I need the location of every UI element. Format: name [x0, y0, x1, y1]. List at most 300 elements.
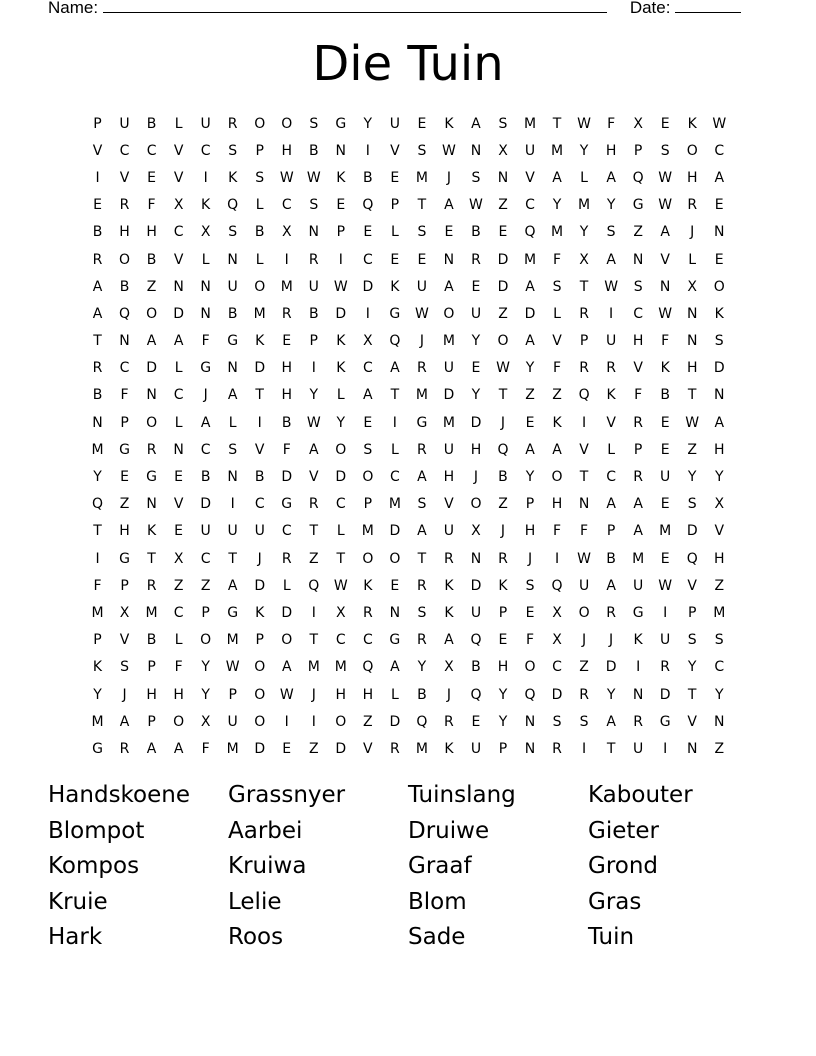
- grid-letter[interactable]: A: [444, 278, 454, 295]
- grid-letter[interactable]: C: [362, 360, 373, 377]
- grid-letter[interactable]: D: [200, 496, 212, 513]
- grid-letter[interactable]: X: [471, 523, 481, 540]
- grid-letter[interactable]: C: [525, 197, 535, 214]
- grid-letter[interactable]: H: [281, 360, 292, 377]
- grid-letter[interactable]: N: [173, 441, 184, 458]
- grid-letter[interactable]: W: [658, 197, 673, 214]
- grid-letter[interactable]: B: [308, 142, 319, 159]
- grid-letter[interactable]: O: [254, 115, 266, 132]
- grid-letter[interactable]: K: [146, 523, 157, 540]
- grid-letter[interactable]: R: [471, 251, 481, 268]
- grid-letter[interactable]: C: [146, 142, 157, 159]
- grid-letter[interactable]: A: [633, 523, 643, 540]
- grid-letter[interactable]: M: [578, 197, 591, 214]
- grid-letter[interactable]: V: [308, 469, 319, 486]
- grid-letter[interactable]: K: [633, 632, 643, 649]
- grid-letter[interactable]: E: [363, 224, 373, 241]
- grid-letter[interactable]: X: [281, 224, 292, 241]
- grid-letter[interactable]: U: [470, 305, 482, 322]
- grid-letter[interactable]: T: [93, 333, 102, 350]
- grid-letter[interactable]: W: [306, 414, 321, 431]
- grid-letter[interactable]: B: [254, 469, 265, 486]
- grid-letter[interactable]: M: [145, 604, 158, 621]
- grid-letter[interactable]: E: [525, 604, 535, 621]
- grid-letter[interactable]: R: [498, 550, 508, 567]
- grid-letter[interactable]: I: [311, 604, 316, 621]
- grid-letter[interactable]: A: [714, 414, 725, 431]
- grid-letter[interactable]: A: [606, 577, 616, 594]
- grid-letter[interactable]: Y: [606, 686, 616, 703]
- grid-letter[interactable]: E: [660, 115, 670, 132]
- grid-letter[interactable]: L: [336, 387, 345, 404]
- grid-letter[interactable]: V: [552, 333, 562, 350]
- grid-letter[interactable]: M: [415, 169, 428, 186]
- grid-letter[interactable]: C: [119, 360, 130, 377]
- grid-letter[interactable]: V: [390, 142, 400, 159]
- grid-letter[interactable]: N: [173, 278, 184, 295]
- grid-letter[interactable]: Q: [524, 224, 536, 241]
- grid-letter[interactable]: L: [688, 251, 697, 268]
- grid-letter[interactable]: U: [660, 632, 671, 649]
- grid-letter[interactable]: Q: [686, 550, 698, 567]
- grid-letter[interactable]: N: [578, 496, 590, 513]
- grid-letter[interactable]: U: [443, 523, 455, 540]
- grid-letter[interactable]: Y: [687, 469, 697, 486]
- grid-letter[interactable]: Y: [714, 469, 724, 486]
- grid-letter[interactable]: E: [498, 632, 508, 649]
- grid-letter[interactable]: I: [311, 713, 316, 730]
- grid-letter[interactable]: W: [306, 169, 321, 186]
- grid-letter[interactable]: N: [92, 414, 103, 431]
- grid-letter[interactable]: L: [255, 251, 264, 268]
- grid-letter[interactable]: C: [200, 142, 211, 159]
- grid-letter[interactable]: I: [311, 360, 316, 377]
- grid-letter[interactable]: F: [282, 441, 291, 458]
- grid-letter[interactable]: O: [254, 686, 266, 703]
- grid-letter[interactable]: S: [309, 197, 319, 214]
- grid-letter[interactable]: G: [92, 740, 103, 757]
- grid-letter[interactable]: K: [228, 169, 238, 186]
- grid-letter[interactable]: B: [254, 224, 265, 241]
- grid-letter[interactable]: X: [363, 333, 373, 350]
- grid-letter[interactable]: F: [580, 523, 589, 540]
- grid-letter[interactable]: G: [632, 197, 644, 214]
- grid-letter[interactable]: F: [147, 197, 156, 214]
- grid-letter[interactable]: G: [389, 632, 401, 649]
- grid-letter[interactable]: M: [280, 278, 293, 295]
- grid-letter[interactable]: R: [579, 686, 589, 703]
- grid-letter[interactable]: M: [659, 523, 672, 540]
- grid-letter[interactable]: O: [362, 550, 374, 567]
- grid-letter[interactable]: H: [146, 224, 157, 241]
- grid-letter[interactable]: H: [551, 496, 563, 513]
- grid-letter[interactable]: R: [308, 496, 319, 513]
- grid-letter[interactable]: Z: [525, 387, 535, 404]
- grid-letter[interactable]: U: [524, 142, 536, 159]
- grid-letter[interactable]: L: [174, 632, 183, 649]
- grid-letter[interactable]: N: [200, 278, 211, 295]
- grid-letter[interactable]: X: [173, 550, 184, 567]
- grid-letter[interactable]: N: [227, 251, 238, 268]
- grid-letter[interactable]: E: [444, 224, 454, 241]
- grid-letter[interactable]: L: [174, 115, 183, 132]
- grid-letter[interactable]: B: [417, 686, 427, 703]
- grid-letter[interactable]: Q: [227, 197, 239, 214]
- grid-letter[interactable]: D: [281, 604, 293, 621]
- grid-letter[interactable]: E: [390, 251, 400, 268]
- grid-letter[interactable]: V: [173, 251, 184, 268]
- grid-letter[interactable]: U: [633, 577, 644, 594]
- grid-letter[interactable]: F: [201, 740, 210, 757]
- grid-letter[interactable]: L: [174, 360, 183, 377]
- grid-letter[interactable]: A: [525, 441, 535, 458]
- grid-letter[interactable]: Z: [714, 577, 725, 594]
- grid-letter[interactable]: U: [227, 523, 238, 540]
- grid-letter[interactable]: Y: [579, 142, 589, 159]
- grid-letter[interactable]: Y: [93, 686, 102, 703]
- grid-letter[interactable]: A: [227, 387, 238, 404]
- grid-letter[interactable]: K: [444, 604, 454, 621]
- grid-letter[interactable]: J: [500, 414, 506, 431]
- grid-letter[interactable]: E: [282, 333, 292, 350]
- grid-letter[interactable]: A: [525, 333, 535, 350]
- grid-letter[interactable]: N: [227, 469, 238, 486]
- grid-letter[interactable]: H: [713, 550, 725, 567]
- grid-letter[interactable]: E: [120, 469, 129, 486]
- grid-letter[interactable]: H: [605, 142, 617, 159]
- grid-letter[interactable]: Z: [146, 278, 157, 295]
- grid-letter[interactable]: T: [579, 469, 589, 486]
- grid-letter[interactable]: A: [173, 333, 184, 350]
- grid-letter[interactable]: I: [257, 414, 262, 431]
- grid-letter[interactable]: E: [471, 278, 481, 295]
- grid-letter[interactable]: M: [253, 305, 266, 322]
- grid-letter[interactable]: I: [284, 713, 289, 730]
- grid-letter[interactable]: G: [227, 333, 239, 350]
- grid-letter[interactable]: Y: [687, 659, 697, 676]
- grid-letter[interactable]: V: [444, 496, 454, 513]
- grid-letter[interactable]: C: [119, 142, 130, 159]
- grid-letter[interactable]: I: [582, 740, 587, 757]
- grid-letter[interactable]: K: [687, 115, 697, 132]
- grid-letter[interactable]: R: [119, 740, 130, 757]
- grid-letter[interactable]: C: [281, 523, 292, 540]
- grid-letter[interactable]: I: [230, 496, 235, 513]
- grid-letter[interactable]: P: [201, 604, 210, 621]
- grid-letter[interactable]: T: [498, 387, 508, 404]
- grid-letter[interactable]: W: [496, 360, 510, 377]
- grid-letter[interactable]: C: [200, 550, 211, 567]
- grid-letter[interactable]: P: [633, 142, 643, 159]
- name-field[interactable]: [103, 0, 607, 13]
- grid-letter[interactable]: F: [174, 659, 183, 676]
- grid-letter[interactable]: F: [553, 251, 562, 268]
- grid-letter[interactable]: V: [633, 360, 643, 377]
- grid-letter[interactable]: A: [227, 577, 238, 594]
- grid-letter[interactable]: S: [309, 115, 319, 132]
- grid-letter[interactable]: E: [660, 496, 670, 513]
- grid-letter[interactable]: I: [338, 251, 343, 268]
- grid-letter[interactable]: O: [362, 469, 374, 486]
- grid-letter[interactable]: Z: [308, 550, 319, 567]
- grid-letter[interactable]: S: [714, 632, 724, 649]
- grid-letter[interactable]: F: [201, 333, 210, 350]
- grid-letter[interactable]: Y: [417, 659, 427, 676]
- grid-letter[interactable]: R: [606, 604, 616, 621]
- grid-letter[interactable]: B: [200, 469, 211, 486]
- grid-letter[interactable]: A: [92, 305, 103, 322]
- grid-letter[interactable]: P: [579, 333, 589, 350]
- grid-letter[interactable]: O: [551, 469, 563, 486]
- grid-letter[interactable]: U: [200, 115, 211, 132]
- grid-letter[interactable]: H: [281, 142, 292, 159]
- grid-letter[interactable]: K: [255, 604, 265, 621]
- grid-letter[interactable]: R: [660, 659, 671, 676]
- grid-letter[interactable]: O: [173, 713, 185, 730]
- grid-letter[interactable]: V: [119, 632, 130, 649]
- grid-letter[interactable]: R: [92, 360, 103, 377]
- grid-letter[interactable]: T: [579, 278, 589, 295]
- grid-letter[interactable]: N: [632, 686, 644, 703]
- grid-letter[interactable]: B: [660, 387, 670, 404]
- grid-letter[interactable]: V: [173, 142, 184, 159]
- grid-letter[interactable]: S: [417, 142, 427, 159]
- grid-letter[interactable]: L: [201, 251, 210, 268]
- grid-letter[interactable]: A: [200, 414, 211, 431]
- grid-letter[interactable]: Y: [498, 713, 508, 730]
- grid-letter[interactable]: N: [200, 305, 211, 322]
- grid-letter[interactable]: R: [579, 360, 589, 377]
- grid-letter[interactable]: I: [365, 142, 370, 159]
- grid-letter[interactable]: N: [470, 142, 482, 159]
- grid-letter[interactable]: S: [606, 224, 616, 241]
- grid-letter[interactable]: C: [362, 251, 373, 268]
- grid-letter[interactable]: M: [334, 659, 347, 676]
- grid-letter[interactable]: L: [580, 169, 588, 186]
- grid-letter[interactable]: N: [713, 387, 725, 404]
- grid-letter[interactable]: E: [471, 713, 481, 730]
- grid-letter[interactable]: N: [713, 224, 725, 241]
- grid-letter[interactable]: B: [146, 251, 157, 268]
- grid-letter[interactable]: F: [607, 115, 616, 132]
- grid-letter[interactable]: U: [416, 278, 428, 295]
- grid-letter[interactable]: U: [633, 740, 644, 757]
- grid-letter[interactable]: Z: [363, 713, 373, 730]
- grid-letter[interactable]: N: [470, 550, 482, 567]
- grid-letter[interactable]: Y: [471, 387, 481, 404]
- grid-letter[interactable]: G: [659, 713, 671, 730]
- grid-letter[interactable]: E: [660, 441, 670, 458]
- grid-letter[interactable]: U: [389, 115, 400, 132]
- grid-letter[interactable]: Z: [498, 197, 508, 214]
- grid-letter[interactable]: A: [92, 278, 103, 295]
- grid-letter[interactable]: K: [363, 577, 373, 594]
- grid-letter[interactable]: P: [255, 142, 264, 159]
- grid-letter[interactable]: D: [335, 740, 347, 757]
- grid-letter[interactable]: Y: [525, 469, 535, 486]
- grid-letter[interactable]: J: [203, 387, 208, 404]
- grid-letter[interactable]: K: [336, 169, 346, 186]
- grid-letter[interactable]: M: [442, 414, 455, 431]
- grid-letter[interactable]: W: [279, 169, 294, 186]
- grid-letter[interactable]: A: [444, 632, 454, 649]
- grid-letter[interactable]: B: [92, 224, 103, 241]
- grid-letter[interactable]: S: [120, 659, 129, 676]
- grid-letter[interactable]: P: [498, 604, 508, 621]
- grid-letter[interactable]: O: [281, 632, 293, 649]
- grid-letter[interactable]: K: [444, 740, 454, 757]
- grid-letter[interactable]: M: [91, 441, 104, 458]
- grid-letter[interactable]: B: [281, 414, 292, 431]
- grid-letter[interactable]: M: [713, 604, 726, 621]
- grid-letter[interactable]: I: [582, 414, 587, 431]
- grid-letter[interactable]: M: [226, 632, 239, 649]
- grid-letter[interactable]: P: [363, 496, 373, 513]
- grid-letter[interactable]: H: [173, 686, 184, 703]
- grid-letter[interactable]: E: [363, 414, 373, 431]
- grid-letter[interactable]: P: [120, 414, 129, 431]
- grid-letter[interactable]: N: [443, 251, 455, 268]
- grid-letter[interactable]: U: [578, 577, 590, 594]
- grid-letter[interactable]: D: [254, 577, 266, 594]
- grid-letter[interactable]: C: [173, 387, 184, 404]
- grid-letter[interactable]: U: [443, 441, 455, 458]
- grid-letter[interactable]: U: [119, 115, 130, 132]
- grid-letter[interactable]: L: [174, 414, 183, 431]
- grid-letter[interactable]: T: [417, 550, 427, 567]
- grid-letter[interactable]: Y: [471, 333, 481, 350]
- grid-letter[interactable]: J: [500, 523, 506, 540]
- grid-letter[interactable]: A: [471, 115, 481, 132]
- grid-letter[interactable]: R: [362, 604, 373, 621]
- grid-letter[interactable]: I: [365, 305, 370, 322]
- grid-letter[interactable]: I: [95, 550, 100, 567]
- grid-letter[interactable]: G: [227, 604, 239, 621]
- grid-letter[interactable]: B: [92, 387, 103, 404]
- grid-letter[interactable]: Z: [498, 305, 508, 322]
- grid-letter[interactable]: H: [443, 469, 455, 486]
- grid-letter[interactable]: K: [390, 278, 400, 295]
- grid-letter[interactable]: H: [686, 360, 698, 377]
- grid-letter[interactable]: U: [227, 278, 238, 295]
- grid-letter[interactable]: J: [257, 550, 262, 567]
- grid-letter[interactable]: A: [417, 523, 427, 540]
- grid-letter[interactable]: I: [636, 659, 641, 676]
- grid-letter[interactable]: G: [416, 414, 428, 431]
- grid-letter[interactable]: A: [606, 251, 616, 268]
- grid-letter[interactable]: N: [632, 251, 644, 268]
- grid-letter[interactable]: S: [498, 115, 508, 132]
- grid-letter[interactable]: J: [446, 169, 451, 186]
- grid-letter[interactable]: J: [473, 469, 479, 486]
- grid-letter[interactable]: T: [93, 523, 102, 540]
- grid-letter[interactable]: X: [173, 197, 184, 214]
- grid-letter[interactable]: Z: [687, 441, 697, 458]
- grid-letter[interactable]: T: [390, 387, 400, 404]
- grid-letter[interactable]: V: [687, 577, 697, 594]
- grid-letter[interactable]: Q: [362, 659, 374, 676]
- grid-letter[interactable]: O: [200, 632, 212, 649]
- grid-letter[interactable]: A: [606, 169, 616, 186]
- grid-letter[interactable]: W: [225, 659, 240, 676]
- grid-letter[interactable]: K: [552, 414, 562, 431]
- grid-letter[interactable]: I: [663, 604, 668, 621]
- grid-letter[interactable]: J: [311, 686, 316, 703]
- grid-letter[interactable]: F: [553, 360, 562, 377]
- grid-letter[interactable]: K: [498, 577, 508, 594]
- grid-letter[interactable]: A: [552, 169, 562, 186]
- grid-letter[interactable]: A: [606, 713, 616, 730]
- grid-letter[interactable]: D: [389, 713, 401, 730]
- grid-letter[interactable]: X: [498, 142, 508, 159]
- grid-letter[interactable]: B: [606, 550, 616, 567]
- grid-letter[interactable]: A: [146, 333, 157, 350]
- grid-letter[interactable]: S: [579, 713, 589, 730]
- grid-letter[interactable]: N: [686, 740, 698, 757]
- grid-letter[interactable]: M: [551, 142, 564, 159]
- grid-letter[interactable]: R: [281, 550, 292, 567]
- date-field[interactable]: [675, 0, 741, 13]
- grid-letter[interactable]: G: [146, 469, 157, 486]
- grid-letter[interactable]: G: [281, 496, 293, 513]
- grid-letter[interactable]: Y: [363, 115, 373, 132]
- grid-letter[interactable]: S: [228, 142, 238, 159]
- grid-letter[interactable]: T: [606, 740, 616, 757]
- grid-letter[interactable]: Z: [714, 740, 725, 757]
- grid-letter[interactable]: W: [333, 278, 348, 295]
- grid-letter[interactable]: S: [714, 333, 724, 350]
- grid-letter[interactable]: R: [687, 197, 698, 214]
- grid-letter[interactable]: M: [551, 224, 564, 241]
- grid-letter[interactable]: G: [389, 305, 401, 322]
- grid-letter[interactable]: W: [658, 169, 673, 186]
- grid-letter[interactable]: Q: [470, 686, 482, 703]
- grid-letter[interactable]: S: [228, 224, 238, 241]
- grid-letter[interactable]: A: [390, 360, 400, 377]
- grid-letter[interactable]: T: [309, 632, 319, 649]
- grid-letter[interactable]: O: [254, 278, 266, 295]
- grid-letter[interactable]: D: [443, 387, 455, 404]
- grid-letter[interactable]: R: [417, 441, 427, 458]
- grid-letter[interactable]: C: [633, 305, 644, 322]
- grid-letter[interactable]: R: [146, 577, 157, 594]
- grid-letter[interactable]: M: [91, 713, 104, 730]
- grid-letter[interactable]: N: [146, 496, 157, 513]
- grid-letter[interactable]: G: [632, 604, 644, 621]
- grid-letter[interactable]: T: [336, 550, 346, 567]
- grid-letter[interactable]: R: [606, 360, 616, 377]
- grid-letter[interactable]: Q: [551, 577, 563, 594]
- grid-letter[interactable]: O: [254, 659, 266, 676]
- grid-letter[interactable]: Q: [416, 713, 428, 730]
- grid-letter[interactable]: N: [308, 224, 319, 241]
- grid-letter[interactable]: E: [390, 577, 400, 594]
- grid-letter[interactable]: M: [415, 740, 428, 757]
- grid-letter[interactable]: C: [606, 469, 616, 486]
- grid-letter[interactable]: F: [634, 387, 643, 404]
- grid-letter[interactable]: A: [390, 659, 400, 676]
- grid-letter[interactable]: O: [686, 142, 698, 159]
- grid-letter[interactable]: N: [119, 333, 130, 350]
- grid-letter[interactable]: O: [389, 550, 401, 567]
- grid-letter[interactable]: E: [147, 169, 156, 186]
- grid-letter[interactable]: S: [687, 496, 697, 513]
- grid-letter[interactable]: D: [335, 305, 347, 322]
- grid-letter[interactable]: M: [523, 251, 537, 268]
- grid-letter[interactable]: W: [442, 142, 456, 159]
- grid-letter[interactable]: J: [690, 224, 695, 241]
- grid-letter[interactable]: H: [497, 659, 509, 676]
